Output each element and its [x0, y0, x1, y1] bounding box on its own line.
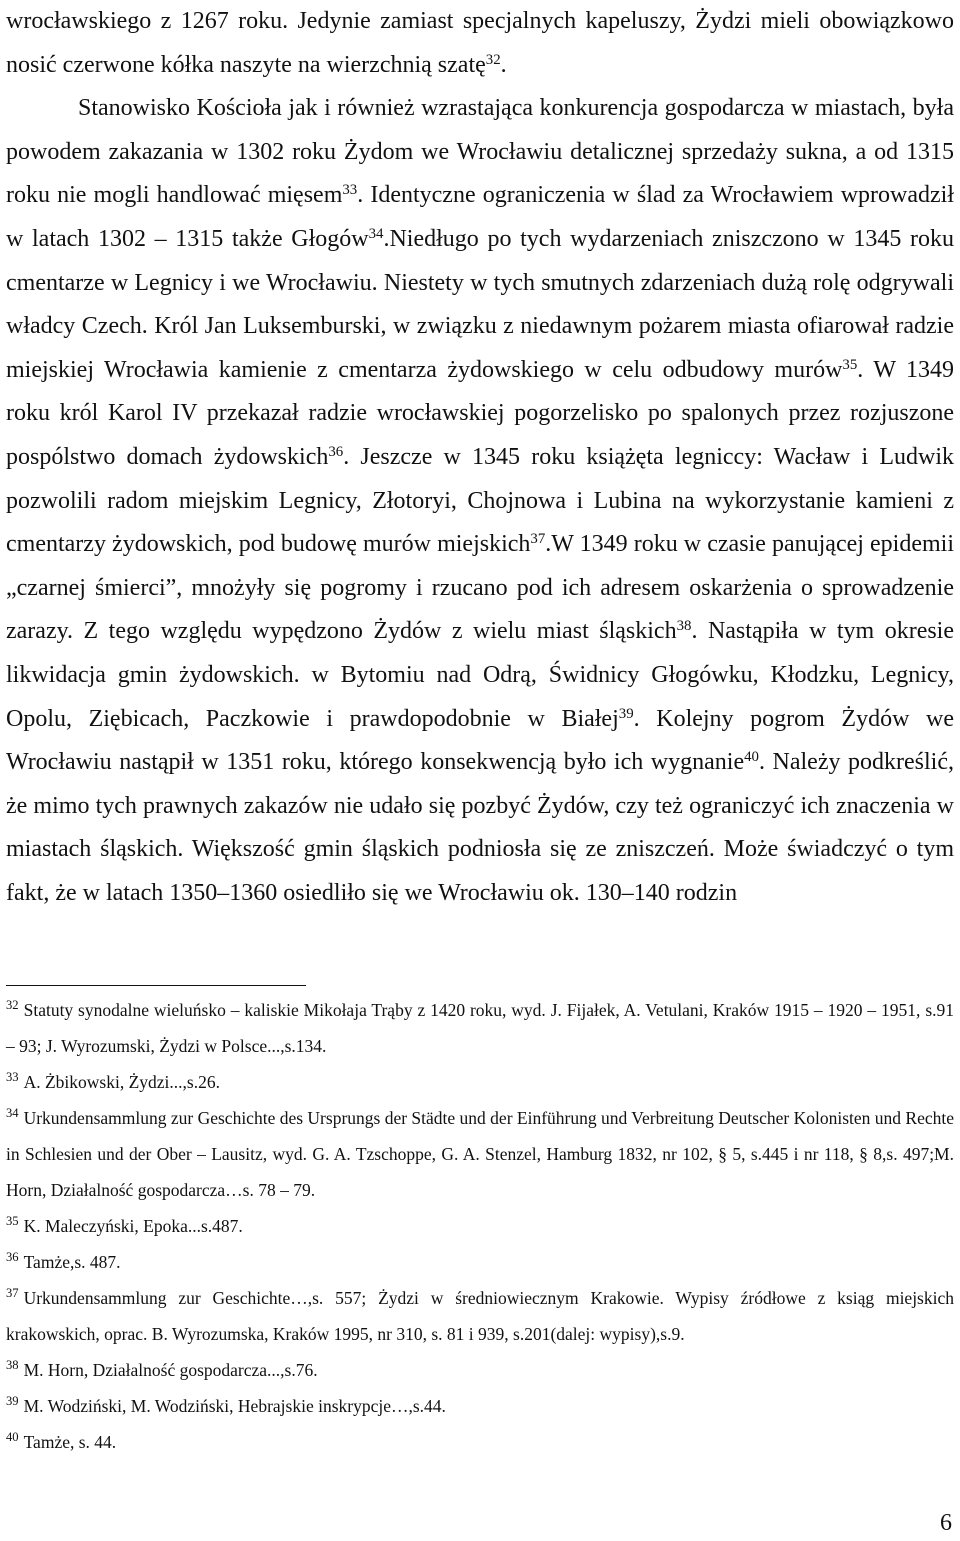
- footnote: [6, 992, 954, 1064]
- footnote-ref-32[interactable]: 32: [485, 51, 501, 68]
- footnote-number: 33: [6, 1070, 19, 1085]
- footnote-ref-36[interactable]: 36: [328, 443, 344, 460]
- footnote-number: 37: [6, 1286, 19, 1301]
- footnote-number: 39: [6, 1394, 19, 1409]
- footnote-number: 36: [6, 1250, 19, 1265]
- footnotes: [6, 992, 954, 1460]
- paragraph-1: wrocławskiego z 1267 roku. Jedynie zamiast specjalnych kapeluszy, Żydzi mieli obowiązkowo nosić czerwone kółka naszyte na wierzchnią szatę$^{32}$.: [6, 8, 954, 78]
- footnote-text: A. Żbikowski, Żydzi...,s.26.: [23, 1072, 220, 1092]
- footnote: [6, 1244, 954, 1280]
- footnote-ref-38[interactable]: 38: [676, 618, 692, 635]
- footnote-ref-34[interactable]: 34: [368, 225, 384, 242]
- footnote-ref-39[interactable]: 39: [618, 705, 634, 722]
- footnote-text: Urkundensammlung zur Geschichte…,s. 557; Żydzi w średniowiecznym Krakowie. Wypisy źródłowe z ksiąg miejskich krakowskich, oprac. B. Wyrozumska, Kraków 1995, nr 310, s. 81 i 939, s.201(dalej: wypisy),s.9.: [6, 1288, 954, 1344]
- footnote-number: 32: [6, 998, 19, 1013]
- footnote: [6, 1100, 954, 1208]
- footnote-number: 38: [6, 1358, 19, 1373]
- footnote-text: Tamże, s. 44.: [23, 1432, 117, 1452]
- footnote: [6, 1424, 954, 1460]
- footnote-text: Tamże,s. 487.: [23, 1252, 121, 1272]
- footnote-ref-35[interactable]: 35: [842, 356, 858, 373]
- page-number: 6: [940, 1510, 952, 1536]
- footnote: [6, 1208, 954, 1244]
- footnote-number: 34: [6, 1106, 19, 1121]
- footnote-ref-33[interactable]: 33: [342, 182, 358, 199]
- footnote-separator: [6, 985, 306, 986]
- footnote-text: M. Wodziński, M. Wodziński, Hebrajskie inskrypcje…,s.44.: [23, 1396, 446, 1416]
- footnote: [6, 1064, 954, 1100]
- footnote: [6, 1352, 954, 1388]
- footnote-text: M. Horn, Działalność gospodarcza...,s.76.: [23, 1360, 318, 1380]
- footnote: [6, 1280, 954, 1352]
- footnote-ref-37[interactable]: 37: [530, 530, 546, 547]
- footnote-text: Urkundensammlung zur Geschichte des Ursprungs der Städte und der Einführung und Verbreitung Deutscher Kolonisten und Rechte in Schlesien und der Ober – Lausitz, wyd. G. A. Tzschoppe, G. A. Stenzel, Hamburg 1832, nr 102, § 5, s.445 i nr 118, § 8,s. 497;M. Horn, Działalność gospodarcza…s. 78 – 79.: [6, 1108, 954, 1200]
- footnote-number: 40: [6, 1430, 19, 1445]
- footnote-ref-40[interactable]: 40: [744, 748, 759, 765]
- footnote-text: K. Maleczyński, Epoka...s.487.: [23, 1216, 243, 1236]
- paragraph-2: Stanowisko Kościoła jak i również wzrastająca konkurencja gospodarcza w miastach, była powodem zakazania w 1302 roku Żydom we Wrocławiu detalicznej sprzedaży sukna, a od 1315 roku nie mogli handlować mięsem$^{33}$. Identyczne ograniczenia w ślad za Wrocławiem wprowadził w latach 1302 – 1315 także Głogów$^{34}$.Niedługo po tych wydarzeniach zniszczono w 1345 roku cmentarze w Legnicy i we Wrocławiu. Niestety w tych smutnych zdarzeniach dużą rolę odgrywali władcy Czech. Król Jan Luksemburski, w związku z niedawnym pożarem miasta ofiarował radzie miejskiej Wrocławia kamienie z cmentarza żydowskiego w celu odbudowy murów$^{35}$. W 1349 roku król Karol IV przekazał radzie wrocławskiej pogorzelisko po spalonych przez rozjuszone pospólstwo domach żydowskich$^{36}$. Jeszcze w 1345 roku książęta legniccy: Wacław i Ludwik pozwolili radom miejskim Legnicy, Złotoryi, Chojnowa i Lubina na wykorzystanie kamieni z cmentarzy żydowskich, pod budowę murów miejskich$^{37}$.W 1349 roku w czasie panującej epidemii „czarnej śmierci”, mnożyły się pogromy i rzucano pod ich adresem oskarżenia o sprowadzenie zarazy. Z tego względu wypędzono Żydów z wielu miast śląskich$^{38}$. Nastąpiła w tym okresie likwidacja gmin żydowskich. w Bytomiu nad Odrą, Świdnicy Głogówku, Kłodzku, Legnicy, Opolu, Ziębicach, Paczkowie i prawdopodobnie w Białej$^{39}$. Kolejny pogrom Żydów we Wrocławiu nastąpił w 1351 roku, którego konsekwencją było ich wygnanie$^{40}$. Należy podkreślić, że mimo tych prawnych zakazów nie udało się pozbyć Żydów, czy też ograniczyć ich znaczenia w miastach śląskich. Większość gmin śląskich podniosła się ze zniszczeń. Może świadczyć o tym fakt, że w latach 1350–1360 osiedliło się we Wrocławiu ok. 130–140 rodzin: [6, 95, 955, 906]
- body-text: [6, 0, 954, 915]
- footnote-text: Statuty synodalne wieluńsko – kaliskie Mikołaja Trąby z 1420 roku, wyd. J. Fijałek, A. Vetulani, Kraków 1915 – 1920 – 1951, s.91 – 93; J. Wyrozumski, Żydzi w Polsce...,s.134.: [6, 1000, 954, 1056]
- footnote: [6, 1388, 954, 1424]
- footnote-number: 35: [6, 1214, 19, 1229]
